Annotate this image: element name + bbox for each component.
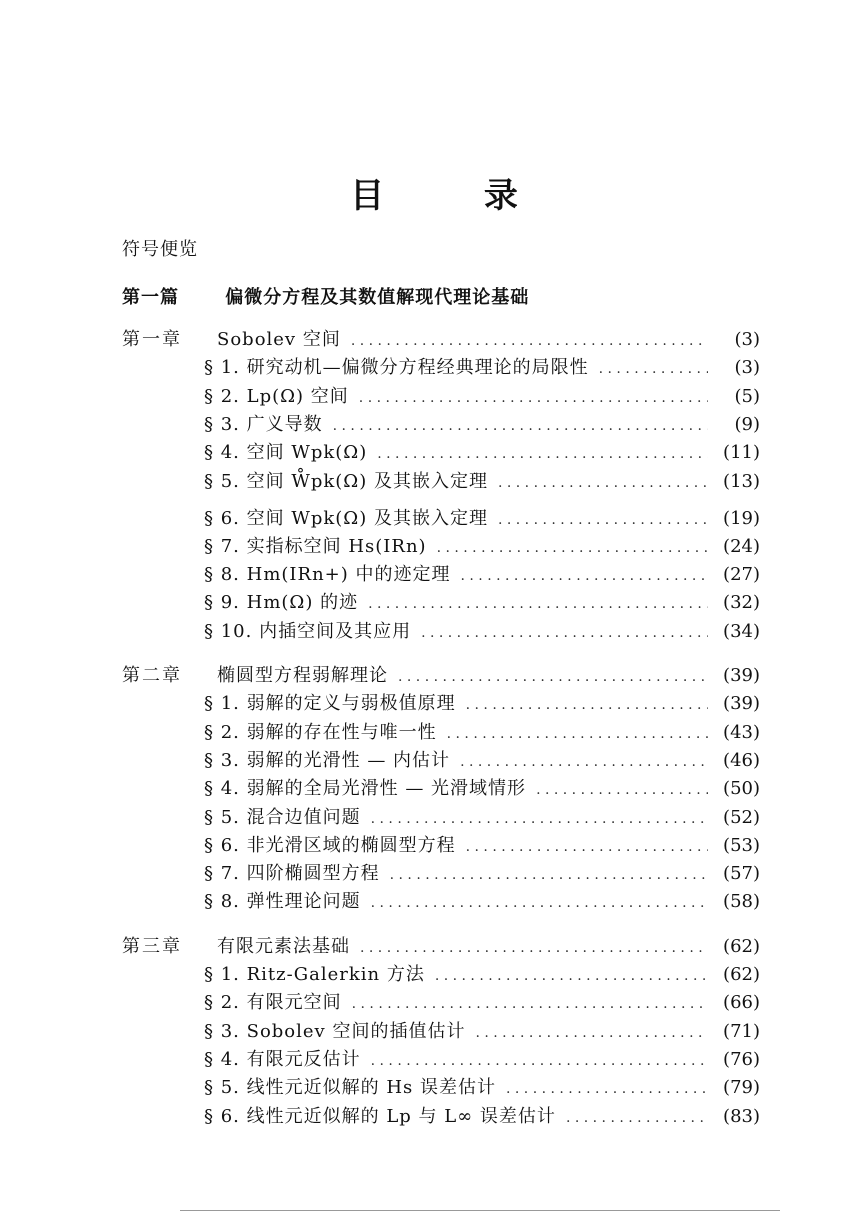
entry-label: 椭圆型方程弱解理论 <box>217 665 388 686</box>
entry-page-number: (43) <box>708 719 760 747</box>
footer-rule <box>180 1210 780 1211</box>
entry-label: § 2. 有限元空间 <box>204 992 342 1014</box>
toc-section-row <box>0 961 868 989</box>
entry-page-number: (57) <box>708 860 760 888</box>
entry-label: § 1. 研究动机—偏微分方程经典理论的局限性 <box>204 357 589 379</box>
entry-label: § 5. 空间 W̊pk(Ω) 及其嵌入定理 <box>204 470 488 492</box>
part-title: 偏微分方程及其数值解现代理论基础 <box>225 287 530 308</box>
entry-page-number: (19) <box>708 505 760 533</box>
toc-section-row <box>0 561 868 589</box>
toc-chapter-row <box>0 933 868 961</box>
dot-leader <box>371 1047 760 1075</box>
entry-page-number: (27) <box>708 561 760 589</box>
entry-page-number: (39) <box>708 662 760 690</box>
toc-section-row <box>0 860 868 888</box>
entry-page-number: (39) <box>708 690 760 718</box>
toc-section-row <box>0 804 868 832</box>
entry-page-number: (79) <box>708 1074 760 1102</box>
entry-label: § 7. 实指标空间 Hs(IRn) <box>204 535 427 557</box>
entry-page-number: (58) <box>708 888 760 916</box>
entry-label: § 5. 混合边值问题 <box>204 806 361 828</box>
chapter-number: 第三章 <box>122 935 182 957</box>
toc-section-row <box>0 354 868 382</box>
dot-leader <box>352 990 760 1018</box>
dot-leader <box>371 889 760 917</box>
dot-leader <box>360 934 760 962</box>
entry-label: § 8. Hm(IRn+) 中的迹定理 <box>204 564 451 586</box>
entry-label: § 3. Sobolev 空间的插值估计 <box>204 1020 466 1042</box>
toc-section-row <box>0 1074 868 1102</box>
entry-page-number: (3) <box>708 326 760 354</box>
entry-page-number: (11) <box>708 439 760 467</box>
part-label: 第一篇 <box>122 287 179 308</box>
entry-label: § 3. 广义导数 <box>204 413 323 435</box>
dot-leader <box>377 440 760 468</box>
entry-page-number: (62) <box>708 933 760 961</box>
entry-label: Sobolev 空间 <box>217 329 341 350</box>
dot-leader <box>359 384 760 412</box>
entry-label: § 6. 空间 Wpk(Ω) 及其嵌入定理 <box>204 507 488 529</box>
part-heading <box>122 283 529 309</box>
toc-section-row <box>0 618 868 646</box>
toc-section-row <box>0 747 868 775</box>
entry-label: § 3. 弱解的光滑性 — 内估计 <box>204 749 451 771</box>
entry-label: § 4. 弱解的全局光滑性 — 光滑域情形 <box>204 778 527 800</box>
entry-page-number: (53) <box>708 832 760 860</box>
entry-label: § 5. 线性元近似解的 Hs 误差估计 <box>204 1077 496 1099</box>
entry-label: § 10. 内插空间及其应用 <box>204 620 412 642</box>
entry-page-number: (3) <box>708 354 760 382</box>
entry-label: § 2. Lp(Ω) 空间 <box>204 385 349 407</box>
entry-page-number: (32) <box>708 589 760 617</box>
entry-page-number: (71) <box>708 1018 760 1046</box>
entry-label: § 6. 线性元近似解的 Lp 与 L∞ 误差估计 <box>204 1105 556 1127</box>
chapter-number: 第一章 <box>122 329 182 350</box>
toc-section-row <box>0 832 868 860</box>
entry-page-number: (5) <box>708 383 760 411</box>
toc-section-row <box>0 1046 868 1074</box>
dot-leader <box>398 663 760 691</box>
toc-section-row <box>0 589 868 617</box>
entry-label: § 8. 弹性理论问题 <box>204 891 361 913</box>
entry-page-number: (9) <box>708 411 760 439</box>
entry-label: 有限元素法基础 <box>217 935 350 957</box>
dot-leader <box>351 327 760 355</box>
dot-leader <box>333 412 760 440</box>
entry-page-number: (62) <box>708 961 760 989</box>
entry-label: § 6. 非光滑区域的椭圆型方程 <box>204 834 456 856</box>
dot-leader <box>390 861 760 889</box>
toc-section-row <box>0 439 868 467</box>
toc-section-row <box>0 505 868 533</box>
toc-section-row <box>0 468 868 496</box>
toc-section-row <box>0 1103 868 1131</box>
entry-label: § 9. Hm(Ω) 的迹 <box>204 592 359 614</box>
toc-section-row <box>0 533 868 561</box>
entry-page-number: (66) <box>708 989 760 1017</box>
entry-label: § 1. Ritz-Galerkin 方法 <box>204 964 425 985</box>
entry-page-number: (34) <box>708 618 760 646</box>
toc-section-row <box>0 411 868 439</box>
toc-section-row <box>0 1018 868 1046</box>
entry-page-number: (76) <box>708 1046 760 1074</box>
toc-chapter-row <box>0 662 868 690</box>
entry-label: § 7. 四阶椭圆型方程 <box>204 863 380 885</box>
toc-section-row <box>0 989 868 1017</box>
entry-page-number: (13) <box>708 468 760 496</box>
entry-page-number: (50) <box>708 775 760 803</box>
chapter-number: 第二章 <box>122 665 182 686</box>
entry-page-number: (52) <box>708 804 760 832</box>
toc-section-row <box>0 719 868 747</box>
entry-label: § 4. 有限元反估计 <box>204 1048 361 1070</box>
entry-page-number: (46) <box>708 747 760 775</box>
toc-section-row <box>0 775 868 803</box>
toc-section-row <box>0 690 868 718</box>
page-title: 目 录 <box>350 176 562 216</box>
dot-leader <box>368 590 760 618</box>
dot-leader <box>371 805 760 833</box>
entry-label: § 2. 弱解的存在性与唯一性 <box>204 721 437 743</box>
toc-section-row <box>0 383 868 411</box>
notation-entry: 符号便览 <box>122 239 198 260</box>
entry-label: § 4. 空间 Wpk(Ω) <box>204 442 368 464</box>
toc-chapter-row <box>0 326 868 354</box>
entry-page-number: (24) <box>708 533 760 561</box>
entry-page-number: (83) <box>708 1103 760 1131</box>
toc-section-row <box>0 888 868 916</box>
entry-label: § 1. 弱解的定义与弱极值原理 <box>204 693 456 715</box>
